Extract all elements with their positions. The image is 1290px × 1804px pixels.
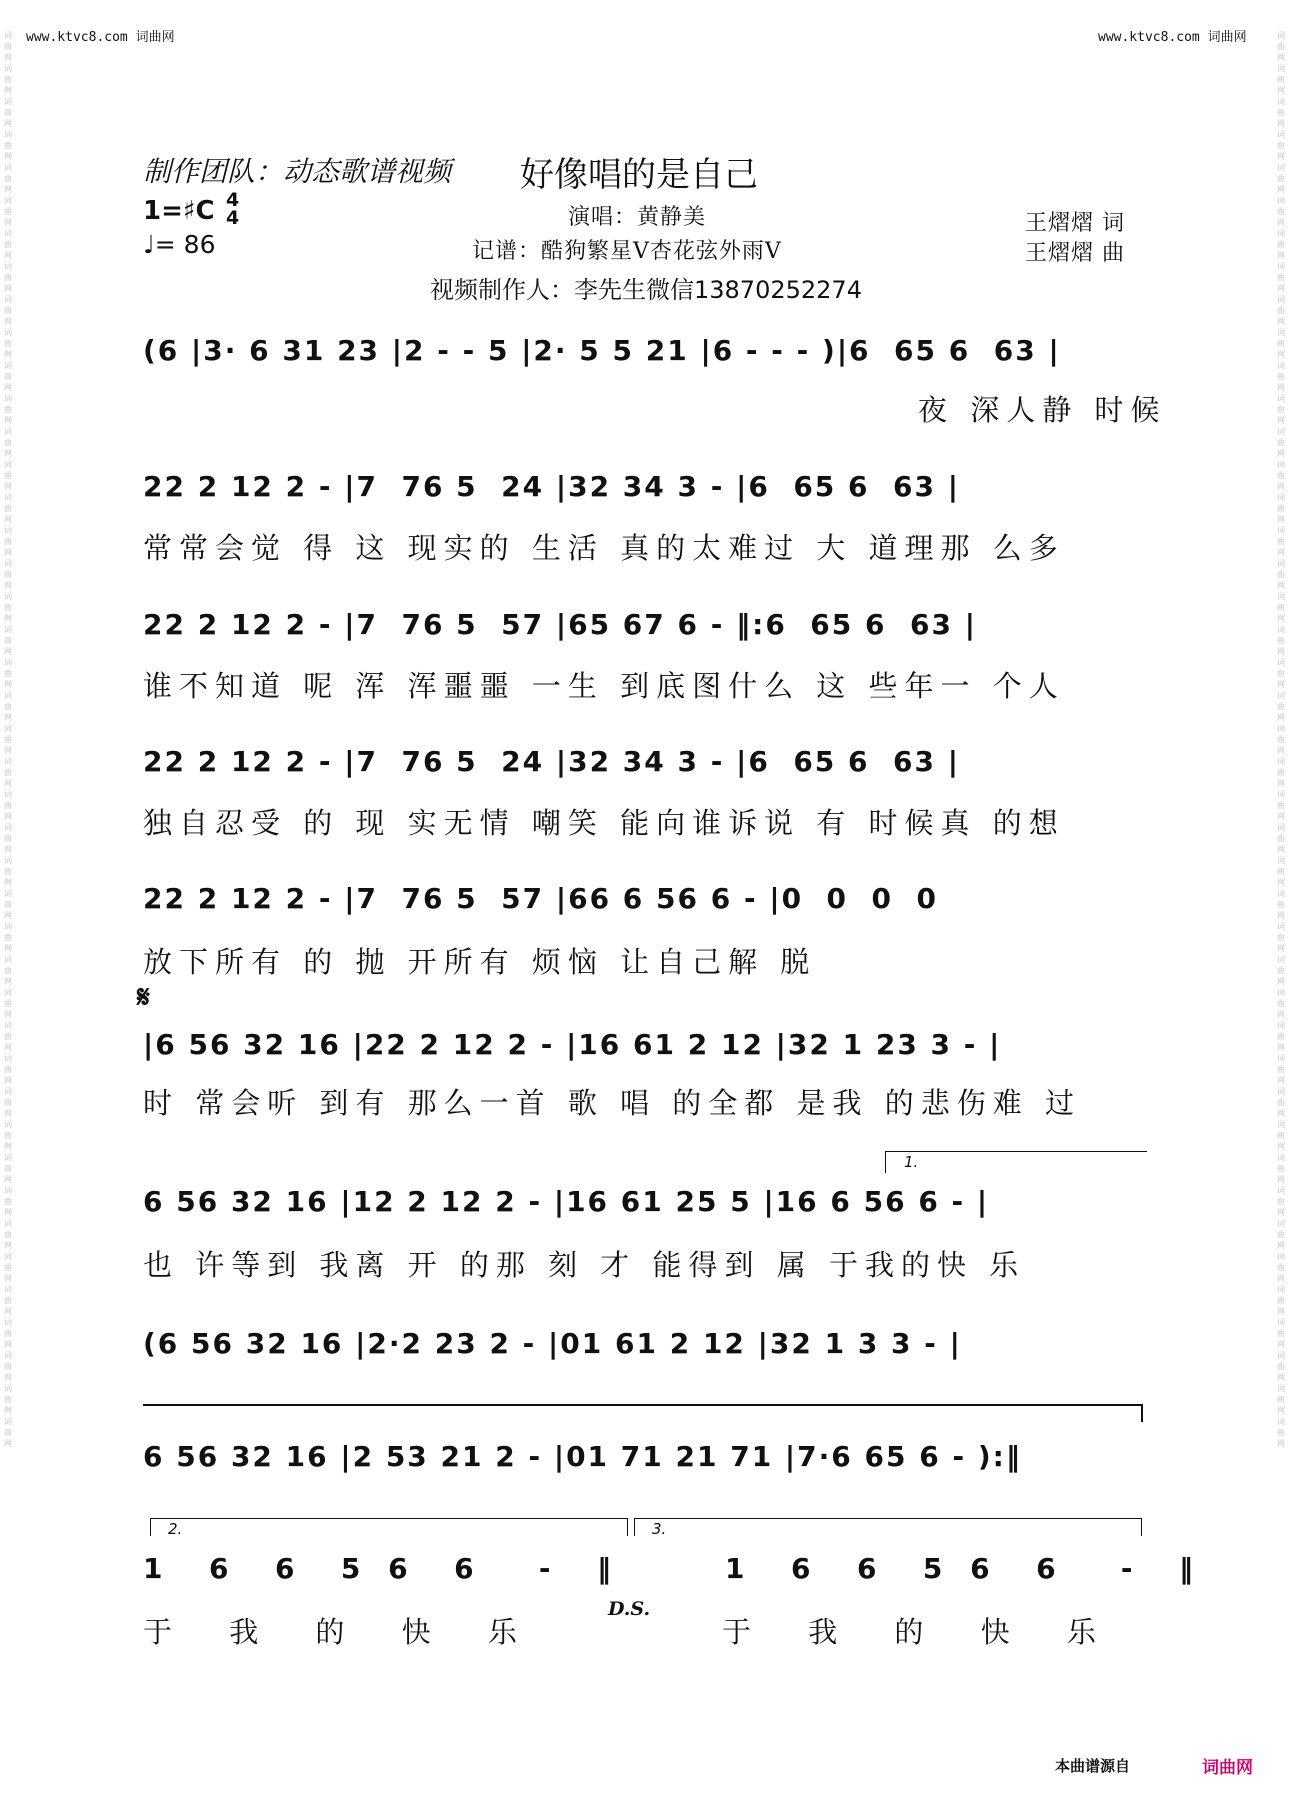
site-url-left: www.ktvc8.com 词曲网 (26, 30, 175, 45)
site-url-right: www.ktvc8.com 词曲网 (1098, 30, 1247, 45)
singer: 演唱：黄静美 (568, 205, 707, 230)
composer: 王熠熠 曲 (1025, 241, 1125, 266)
brand-logo: 词曲网 (1202, 1758, 1253, 1778)
ending-2-notes: 1 6 6 5 6 6 - ‖ (143, 1552, 620, 1585)
volta-3-bracket-right (1141, 1518, 1142, 1536)
volta-2-bracket-left (150, 1518, 151, 1536)
score-line-5-lyrics: 放下所有 的 抛 开所有 烦恼 让自己解 脱 (143, 945, 817, 979)
score-line-1-lyrics: 夜 深人静 时候 (918, 393, 1167, 427)
source-note: 本曲谱源自 (1055, 1757, 1131, 1775)
score-line-6-lyrics: 时 常会听 到有 那么一首 歌 唱 的全都 是我 的悲伤难 过 (143, 1086, 1081, 1120)
video-maker: 视频制作人：李先生微信13870252274 (430, 276, 862, 304)
score-line-2-notes: 22 2 12 2 - |7 76 5 24 |32 34 3 - |6 65 6 63 | (143, 470, 960, 503)
repeat-bracket (143, 1404, 1143, 1406)
volta-1-bracket-left (885, 1151, 886, 1173)
score-line-4-lyrics: 独自忍受 的 现 实无情 嘲笑 能向谁诉说 有 时候真 的想 (143, 806, 1065, 840)
side-watermark-left: 词曲网词曲网词曲网词曲网词曲网词曲网词曲网词曲网词曲网词曲网词曲网词曲网词曲网词曲网词曲网词曲网词曲网词曲网词曲网词曲网词曲网词曲网词曲网词曲网词曲网词曲网词曲网词曲网词曲网词曲网词曲网词曲网词曲网词曲网词曲网词曲网词曲网词曲网词曲网词曲网词曲网词曲网词曲网 (4, 31, 12, 1448)
production-team: 制作团队：动态歌谱视频 (143, 155, 452, 188)
score-line-9-notes: 6 56 32 16 |2 53 21 2 - |01 71 21 71 |7·6 65 6 - ):‖ (143, 1440, 1022, 1473)
repeat-bracket-end (1141, 1404, 1143, 1422)
segno-sign: 𝄋 (137, 980, 150, 1015)
transcriber: 记谱：酷狗繁星V杏花弦外雨V (472, 239, 782, 264)
score-line-5-notes: 22 2 12 2 - |7 76 5 57 |66 6 56 6 - |0 0 0 0 (143, 882, 938, 915)
lyricist: 王熠熠 词 (1025, 211, 1125, 236)
song-title: 好像唱的是自己 (520, 155, 758, 195)
volta-2-label: 2. (168, 1520, 183, 1538)
score-line-6-notes: |6 56 32 16 |22 2 12 2 - |16 61 2 12 |32 1 23 3 - | (143, 1028, 1002, 1061)
time-signature (226, 191, 239, 227)
volta-3-bracket (634, 1518, 1142, 1519)
score-line-7-notes: 6 56 32 16 |12 2 12 2 - |16 61 25 5 |16 6 56 6 - | (143, 1185, 990, 1218)
key-signature: 1=♯C (143, 196, 215, 226)
volta-1-bracket (885, 1151, 1147, 1152)
volta-3-bracket-left (634, 1518, 635, 1536)
time-signature-bottom: 4 (226, 207, 240, 229)
score-line-2-lyrics: 常常会觉 得 这 现实的 生活 真的太难过 大 道理那 么多 (143, 531, 1065, 565)
volta-1-label: 1. (904, 1153, 919, 1171)
volta-2-bracket-right (627, 1518, 628, 1536)
time-signature-top: 4 (226, 189, 240, 211)
ending-3-lyrics: 于 我 的 快 乐 (722, 1615, 1120, 1649)
score-line-1-notes: (6 |3· 6 31 23 |2 - - 5 |2· 5 5 21 |6 - - - )|6 65 6 63 | (143, 334, 1061, 367)
dal-segno: D.S. (608, 1598, 651, 1620)
score-line-8-notes: (6 56 32 16 |2·2 23 2 - |01 61 2 12 |32 1 3 3 - | (143, 1327, 962, 1360)
score-line-7-lyrics: 也 许等到 我离 开 的那 刻 才 能得到 属 于我的快 乐 (143, 1248, 1026, 1282)
tempo: ♩= 86 (143, 230, 216, 259)
score-line-3-lyrics: 谁不知道 呢 浑 浑噩噩 一生 到底图什么 这 些年一 个人 (143, 669, 1065, 703)
score-line-3-notes: 22 2 12 2 - |7 76 5 57 |65 67 6 - ‖:6 65 6 63 | (143, 608, 977, 641)
volta-3-label: 3. (652, 1520, 667, 1538)
volta-2-bracket (150, 1518, 628, 1519)
ending-3-notes: 1 6 6 5 6 6 - ‖ (725, 1552, 1202, 1585)
ending-2-lyrics: 于 我 的 快 乐 (143, 1615, 541, 1649)
side-watermark-right: 词曲网词曲网词曲网词曲网词曲网词曲网词曲网词曲网词曲网词曲网词曲网词曲网词曲网词曲网词曲网词曲网词曲网词曲网词曲网词曲网词曲网词曲网词曲网词曲网词曲网词曲网词曲网词曲网词曲网词曲网词曲网词曲网词曲网词曲网词曲网词曲网词曲网词曲网词曲网词曲网词曲网词曲网词曲网 (1277, 31, 1285, 1448)
score-line-4-notes: 22 2 12 2 - |7 76 5 24 |32 34 3 - |6 65 6 63 | (143, 745, 960, 778)
